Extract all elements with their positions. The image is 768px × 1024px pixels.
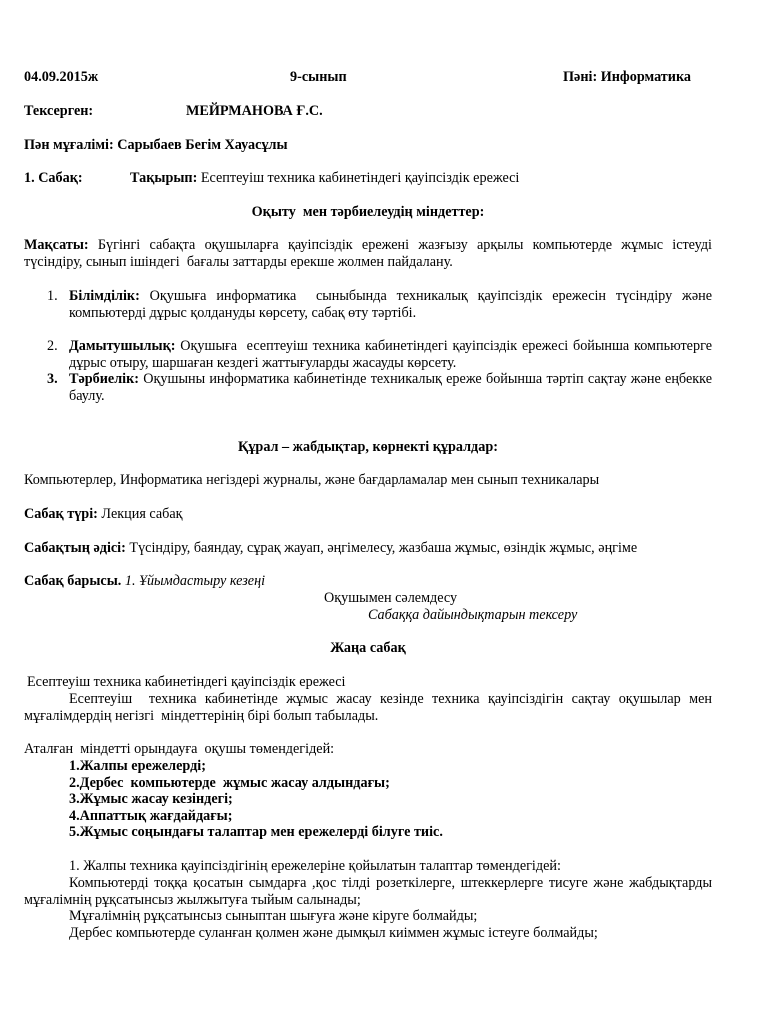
lesson-topic: Есептеуіш техника кабинетіндегі қауіпсіздік ережесі xyxy=(200,170,520,186)
rule-item: Дербес компьютерде суланған қолмен және дымқыл киіммен жұмыс істеуге болмайды; xyxy=(69,925,598,941)
preparation-check-text: Сабаққа дайындықтарын тексеру xyxy=(368,607,578,623)
aim-paragraph xyxy=(24,237,716,270)
objective-number: 2. xyxy=(47,338,58,354)
duties-lead: Аталған міндетті орындауға оқушы төмендегідей: xyxy=(24,741,335,757)
duties-list xyxy=(69,758,712,841)
rule-paragraph xyxy=(24,875,716,908)
reviewer-row xyxy=(24,103,712,120)
aim-label: Мақсаты: xyxy=(24,237,89,253)
header-row xyxy=(24,69,712,86)
objectives-heading: Оқыту мен тәрбиелеудің міндеттер: xyxy=(251,204,485,220)
objective-text: Оқушыны информатика кабинетінде техникалық ереже бойынша тәртіп сақтау және еңбекке баулу. xyxy=(69,371,716,404)
duty-item: 3.Жұмыс жасау кезіндегі; xyxy=(69,791,233,808)
reviewer-name: МЕЙРМАНОВА Ғ.С. xyxy=(186,103,323,119)
aim-text: Бүгінгі сабақта оқушыларға қауіпсіздік ережені жазғызу арқылы компьютерде жұмыс істеуді түсіндіру, сынып ішіндегі бағалы заттарды ерекше жолмен пайдалану. xyxy=(24,237,716,270)
method-line xyxy=(24,540,712,557)
objective-text: Оқушыға есептеуіш техника кабинетіндегі қауіпсіздік ережесі бойынша компьютерге дұрыс отыру, шаршаған кездегі жаттығуларды жасауды көрсету. xyxy=(69,338,716,371)
duty-item: 1.Жалпы ережелерді; xyxy=(69,758,206,774)
rule-item: Мұғалімнің рұқсатынсыз сыныптан шығуға және кіруге болмайды; xyxy=(69,908,478,924)
objective-label: Білімділік: xyxy=(69,288,140,304)
objective-text: Оқушыға информатика сыныбында техникалық қауіпсіздік ережесін түсіндіру және компьютерді дұрыс қолдануды көрсету, сабақ өту тәртібі. xyxy=(69,288,716,321)
teacher-line: Пән мұғалімі: Сарыбаев Бегім Хауасұлы xyxy=(24,137,288,153)
equipment-text: Компьютерлер, Информатика негіздері журналы, және бағдарламалар мен сынып техникалары xyxy=(24,472,600,488)
objective-item xyxy=(47,371,716,404)
topic-label: Тақырып: xyxy=(130,170,198,186)
lesson-type-line xyxy=(24,506,712,523)
method-label: Сабақтың әдісі: xyxy=(24,540,126,556)
new-lesson-heading: Жаңа сабақ xyxy=(330,640,406,656)
objective-number: 1. xyxy=(47,288,58,304)
header-date: 04.09.2015ж xyxy=(24,69,99,85)
lesson-type-label: Сабақ түрі: xyxy=(24,506,98,522)
duty-item: 2.Дербес компьютерде жұмыс жасау алдындағы; xyxy=(69,774,390,791)
equipment-heading: Құрал – жабдықтар, көрнекті құралдар: xyxy=(238,439,498,455)
method-value: Түсіндіру, баяндау, сұрақ жауап, әңгімелесу, жазбаша жұмыс, өзіндік жұмыс, әңгіме xyxy=(129,540,638,556)
progress-stage: 1. Ұйымдастыру кезеңі xyxy=(124,573,266,589)
header-subject: Пәні: Информатика xyxy=(563,69,692,85)
new-lesson-topic: Есептеуіш техника кабинетіндегі қауіпсіздік ережесі xyxy=(27,674,346,690)
new-lesson-intro-paragraph xyxy=(24,691,716,724)
duty-item: 5.Жұмыс соңындағы талаптар мен ережелерді білуге тиіс. xyxy=(69,824,443,841)
objective-label: Дамытушылық: xyxy=(69,338,176,354)
rule-item: Компьютерді тоққа қосатын сымдарға ,қос тілді розеткілерге, штеккерлерге тисуге және жабдықтарды мұғалімнің рұқсатынсыз жылжытуға тыйым салынады; xyxy=(24,875,716,908)
reviewer-label: Тексерген: xyxy=(24,103,94,119)
new-lesson-intro: Есептеуіш техника кабинетінде жұмыс жасау кезінде техника қауіпсіздігін сақтау оқушылар мен мұғалімдердің негізгі міндеттерінің бірі болып табылады. xyxy=(24,691,716,724)
objective-number: 3. xyxy=(47,371,58,387)
header-grade: 9-сынып xyxy=(290,69,347,85)
general-rules-heading: 1. Жалпы техника қауіпсіздігінің ережелеріне қойылатын талаптар төмендегідей: xyxy=(69,858,561,874)
lesson-topic-group xyxy=(130,170,519,187)
objective-item xyxy=(47,338,716,371)
greeting-text: Оқушымен сәлемдесу xyxy=(324,590,458,606)
lesson-number-label: 1. Сабақ: xyxy=(24,170,83,186)
progress-line xyxy=(24,573,712,590)
duty-item: 4.Аппаттық жағдайдағы; xyxy=(69,807,233,824)
lesson-row xyxy=(24,170,712,187)
progress-label: Сабақ барысы. xyxy=(24,573,122,589)
objective-item xyxy=(47,288,716,321)
objective-label: Тәрбиелік: xyxy=(69,371,140,387)
lesson-type-value: Лекция сабақ xyxy=(101,506,183,522)
